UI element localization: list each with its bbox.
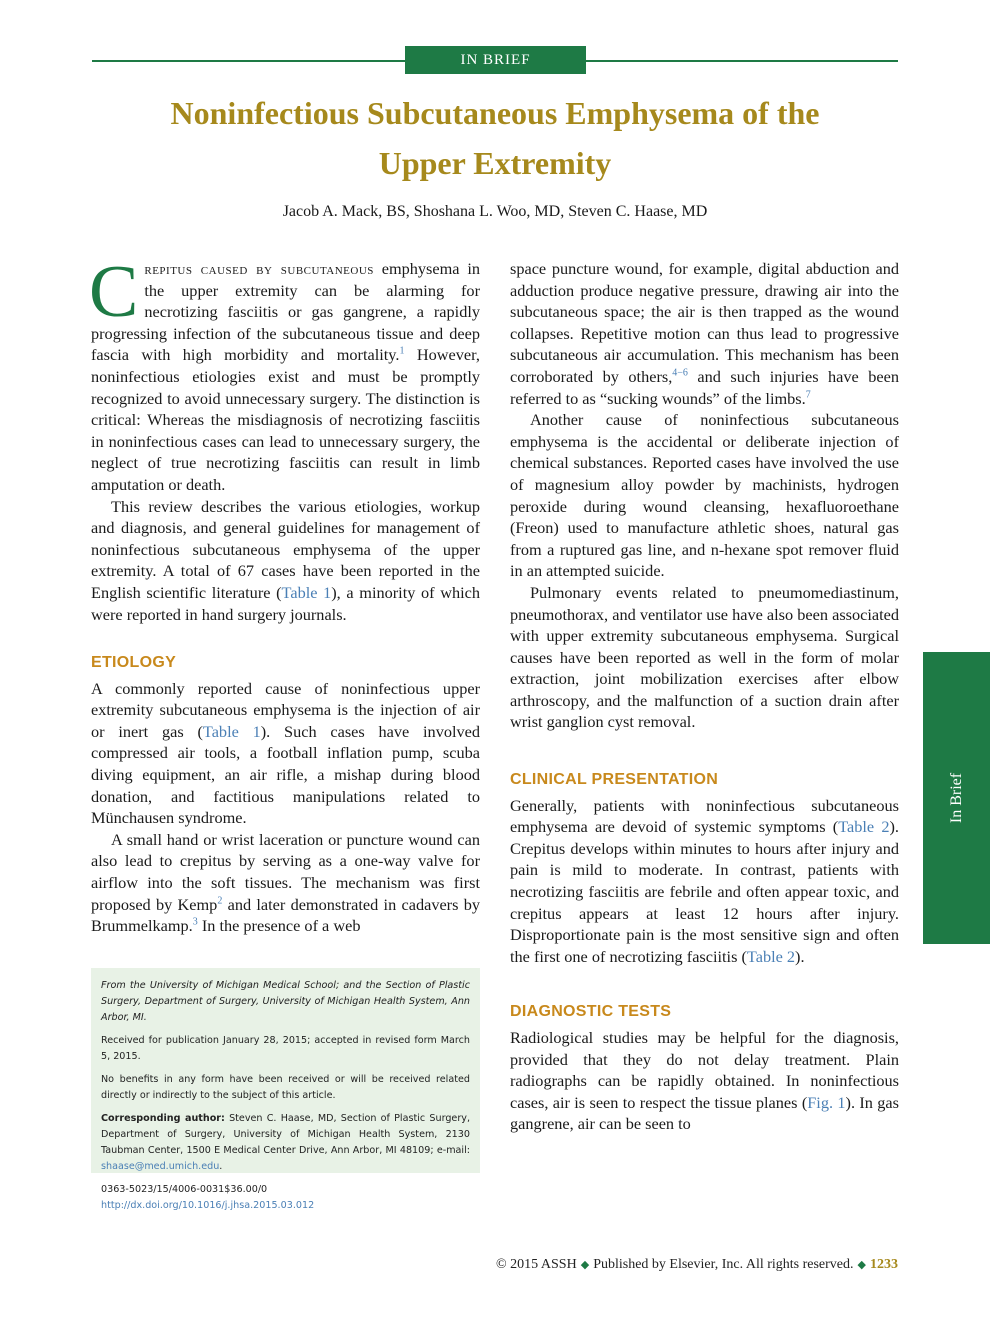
ref-2[interactable]: 2 [217,895,223,907]
right1-text-b: and such injuries have been referred to as “sucking wounds” of the limbs. [510,366,899,408]
etiology1-text-a: A commonly reported cause of noninfectious upper extremity subcutaneous emphysema is the injection of air or inert gas ( [91,678,480,741]
ref-3[interactable]: 3 [192,916,198,928]
table1-link-2[interactable]: Table 1 [202,721,261,741]
intro-text-b: However, noninfectious etiologies exist and must be promptly recognized to avoid unnecessary surgery. The distinction is critical: Whereas the misdiagnosis of necrotizing fasciitis in noninfectious cases can lead to unnecessary surgery, the neglect of true necrotizing fasciitis can result in limb amputation or death. [91,345,480,494]
intro-smallcaps: repitus caused by subcutaneous [144,259,374,278]
table2-link-2[interactable]: Table 2 [746,946,796,966]
intro-paragraph [89,251,481,496]
diamond-icon: ◆ [857,1259,866,1271]
etiology2-text-c: In the presence of a web [197,916,361,936]
affiliation: From the University of Michigan Medical School; and the Section of Plastic Surgery, Department of Surgery, University of Michigan Health System, Ann Arbor, MI. [101,980,470,1023]
intro2-text-b: ), a minority of which were reported in hand surgery journals. [91,582,480,624]
chemical-paragraph: Another cause of noninfectious subcutaneous emphysema is the accidental or deliberate injection of chemical substances. Reported cases have involved the use of magnesium alloy powder by machinists, hydrogen peroxide during wound cleansing, hexafluoroethane (Freon) used to manufacture athletic shoes, natural gas from a ruptured gas line, and n-hexane spot remover fluid in an attempted suicide. [510,410,899,581]
article-info-box [91,968,480,1211]
ref-4-6[interactable]: 4−6 [672,367,688,379]
left-column [89,251,481,937]
diagnostic-heading: DIAGNOSTIC TESTS [510,1003,672,1021]
doi-link[interactable]: http://dx.doi.org/10.1016/j.jhsa.2015.03.012 [101,1200,315,1211]
corresponding-author [101,1111,470,1175]
diagnostic-text-b: ). In gas gangrene, air can be seen to [510,1092,899,1134]
section-tag: IN BRIEF [405,46,586,74]
right-column [510,258,899,1135]
page-number: 1233 [870,1257,898,1272]
email-link[interactable]: shaase@med.umich.edu [101,1161,220,1172]
received-dates: Received for publication January 28, 2015; accepted in revised form March 5, 2015. [101,1035,470,1062]
copyright: © 2015 ASSH [496,1257,577,1272]
clinical-heading: CLINICAL PRESENTATION [510,771,719,789]
clinical-text-c: ). [795,946,805,966]
corr-text: Steven C. Haase, MD, Section of Plastic Surgery, Department of Surgery, University of Michigan Health System, 2130 Taubman Center, 1500 E Medical Center Drive, Ann Arbor, MI 48109; e-mail: [101,1113,471,1156]
intro2-text-a: This review describes the various etiologies, workup and diagnosis, and general guidelines for management of noninfectious subcutaneous emphysema of the upper extremity. A total of 67 cases have been reported in the English scientific literature ( [91,496,480,602]
diamond-icon: ◆ [580,1259,590,1271]
ref-7[interactable]: 7 [805,389,811,401]
table2-link[interactable]: Table 2 [838,817,890,837]
corr-end: . [219,1161,223,1172]
etiology1-text-b: ). Such cases have involved compressed air tools, a football inflation pump, scuba diving equipment, an air rifle, a mishap during blood donation, and factitious manipulations related to Münchausen syndrome. [91,721,481,828]
etiology-paragraph-2 [91,829,480,937]
publisher: Published by Elsevier, Inc. All rights reserved. [593,1257,854,1272]
fig1-link[interactable]: Fig. 1 [807,1092,846,1112]
table1-link[interactable]: Table 1 [281,582,332,602]
intro-paragraph-2 [91,496,480,626]
page-footer [496,1257,898,1273]
article-title [120,88,870,188]
title-line-2: Upper Extremity [378,145,612,181]
title-line-1: Noninfectious Subcutaneous Emphysema of the [170,95,820,131]
etiology2-text-a: A small hand or wrist laceration or puncture wound can also lead to crepitus by serving as a one-way valve for airflow into the soft tissues. The mechanism was first proposed by Kemp [91,829,480,914]
benefits-statement: No benefits in any form have been received or will be received related directly or indirectly to the subject of this article. [101,1074,470,1101]
etiology-paragraph-1 [91,678,480,829]
drop-cap: C [89,251,139,333]
corr-label: Corresponding author: [101,1113,225,1124]
clinical-text-b: ). Crepitus develops within minutes to hours after injury and pain is mild to moderate. In contrast, patients with necrotizing fasciitis are febrile and often appear toxic, and crepitus appears at least 12 hours after injury. Disproportionate pain is the most sensitive sign and often the first one of necrotizing fasciitis ( [510,817,900,966]
authors: Jacob A. Mack, BS, Shoshana L. Woo, MD, Steven C. Haase, MD [282,203,708,220]
etiology2-text-b: and later demonstrated in cadavers by Brummelkamp. [91,894,480,936]
mechanism-paragraph [510,258,899,409]
diagnostic-paragraph [510,1027,899,1135]
issn-doi [101,1182,470,1214]
side-tab [923,652,990,944]
issn: 0363-5023/15/4006-0031$36.00/0 [101,1184,268,1195]
side-tab-label: In Brief [947,772,965,824]
clinical-text-a: Generally, patients with noninfectious subcutaneous emphysema are devoid of systemic symptoms ( [510,795,899,837]
clinical-paragraph [510,795,899,968]
pulmonary-paragraph: Pulmonary events related to pneumomediastinum, pneumothorax, and ventilator use have also been associated with upper extremity subcutaneous emphysema. Surgical causes have been reported as well in the form of molar extraction, joint mobilization exercises after elbow arthroscopy, and the malfunction of a suction drain after wrist ganglion cyst removal. [510,582,899,732]
intro-text-a: emphysema in the upper extremity can be alarming for necrotizing fasciitis or gas gangrene, a rapidly progressing infection of the subcutaneous tissue and deep fascia with high morbidity and mortality. [91,259,481,365]
right1-text-a: space puncture wound, for example, digital abduction and adduction produce negative pressure, drawing air into the subcutaneous space; the air is then trapped as the wound collapses. Repetitive motion can thus lead to progressive subcutaneous air accumulation. This mechanism has been corroborated by others, [510,259,899,386]
diagnostic-text-a: Radiological studies may be helpful for the diagnosis, provided that they do not delay treatment. Plain radiographs can be rapidly obtained. In noninfectious cases, air is seen to respect the tissue planes ( [510,1028,899,1112]
etiology-heading: ETIOLOGY [91,654,177,672]
ref-1[interactable]: 1 [399,345,405,357]
